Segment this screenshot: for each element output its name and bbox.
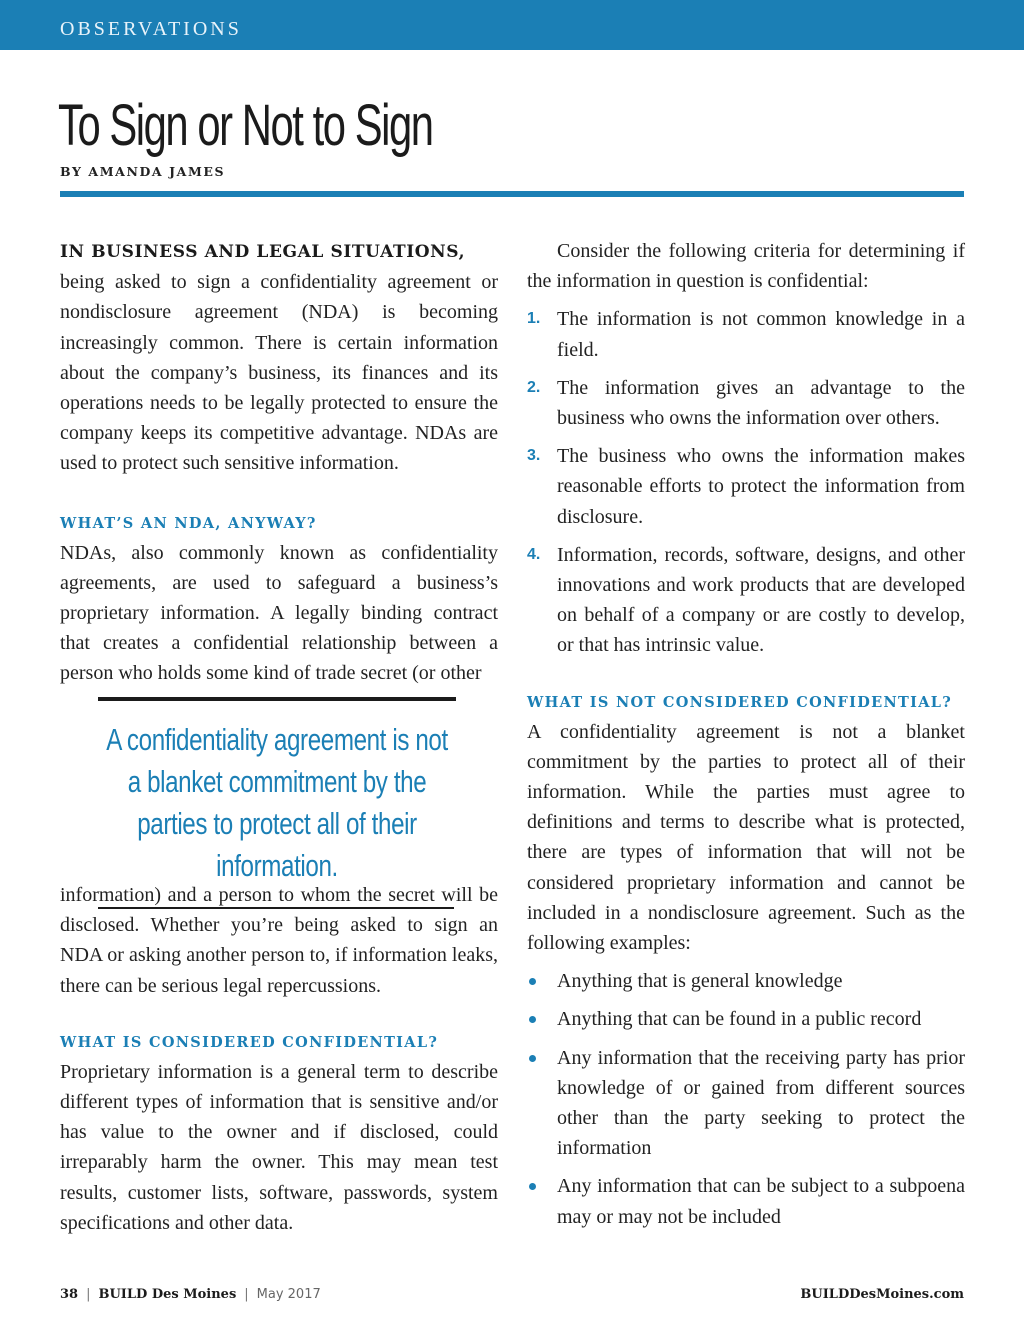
criteria-text: The information is not common knowledge in a field. — [557, 308, 965, 361]
page-number: 38 — [60, 1287, 79, 1302]
page-footer — [60, 1287, 964, 1307]
criteria-number: 4. — [527, 545, 541, 563]
pull-quote-box — [98, 697, 456, 909]
footer-separator: | — [86, 1287, 91, 1302]
right-column — [527, 236, 965, 1232]
section-header-bar — [0, 0, 1024, 50]
example-item — [527, 1171, 965, 1231]
byline: BY AMANDA JAMES — [60, 164, 226, 179]
nda-body-2: information) and a person to whom the secret will be disclosed. Whether you’re being asked to sign an NDA or asking another person to, if information leaks, there can be serious legal repercussions. — [60, 884, 498, 997]
criteria-text: Information, records, software, designs, and other innovations and work products that are developed on behalf of a company or are costly to develop, or that has intrinsic value. — [557, 543, 965, 657]
left-column-lower — [60, 880, 498, 1238]
nda-body-1: NDAs, also commonly known as confidentiality agreements, are used to safeguard a business’s proprietary information. A legally binding contract that creates a confidential relationship between a person who holds some kind of trade secret (or other — [60, 541, 498, 685]
criteria-text: The business who owns the information makes reasonable efforts to protect the information from disclosure. — [557, 445, 965, 528]
bullet-icon — [529, 1183, 536, 1190]
footer-left — [60, 1287, 321, 1302]
pull-quote: A confidentiality agreement is not a blanket commitment by the parties to protect all of their information. — [106, 722, 448, 883]
criteria-number: 1. — [527, 310, 541, 328]
example-text: Any information that the receiving party has prior knowledge of or gained from different sources other than the party seeking to protect the information — [557, 1046, 965, 1160]
criteria-intro: Consider the following criteria for determining if the information in question is confidential: — [527, 240, 965, 293]
left-column-upper — [60, 236, 498, 689]
lead-in: IN BUSINESS AND LEGAL SITUATIONS, — [60, 242, 466, 262]
example-text: Anything that is general knowledge — [557, 970, 843, 993]
criteria-text: The information gives an advantage to the business who owns the information over others. — [557, 376, 965, 430]
website-link[interactable]: BUILDDesMoines.com — [800, 1287, 964, 1302]
criteria-list — [527, 304, 965, 660]
criteria-item — [527, 373, 965, 433]
intro-text: being asked to sign a confidentiality agreement or nondisclosure agreement (NDA) is becoming increasingly common. There is certain information about the company’s business, its finances and its operations needs to be legally protected to ensure the company keeps its competitive advantage. NDAs are used to protect such sensitive information. — [60, 271, 498, 475]
criteria-number: 2. — [527, 378, 541, 396]
title-divider — [60, 191, 964, 197]
criteria-number: 3. — [527, 447, 541, 465]
criteria-item — [527, 304, 965, 364]
not-considered-heading: WHAT IS NOT CONSIDERED CONFIDENTIAL? — [527, 693, 953, 711]
criteria-item — [527, 441, 965, 532]
criteria-item — [527, 540, 965, 661]
example-item — [527, 966, 965, 996]
example-item — [527, 1004, 965, 1034]
publication-name: BUILD Des Moines — [98, 1287, 237, 1302]
examples-list — [527, 966, 965, 1232]
issue-date: May 2017 — [256, 1287, 321, 1302]
example-item — [527, 1043, 965, 1164]
example-text: Any information that can be subject to a subpoena may or may not be included — [557, 1175, 965, 1228]
considered-body: Proprietary information is a general term to describe different types of information that is sensitive and/or has value to the owner and if disclosed, could irreparably harm the owner. This may mean test results, customer lists, software, passwords, system specifications and other data. — [60, 1060, 498, 1234]
footer-separator: | — [244, 1287, 249, 1302]
not-considered-body: A confidentiality agreement is not a blanket commitment by the parties to protect all of their information. While the parties must agree to definitions and terms to describe what is protected, there are types of information that will not be considered proprietary information and cannot be included in a nondisclosure agreement. Such as the following examples: — [527, 720, 965, 955]
bullet-icon — [529, 1055, 536, 1062]
article-title: To Sign or Not to Sign — [58, 93, 433, 158]
nda-heading: WHAT’S AN NDA, ANYWAY? — [60, 514, 317, 532]
section-label: OBSERVATIONS — [60, 18, 242, 40]
intro-paragraph — [60, 236, 498, 479]
bullet-icon — [529, 978, 536, 985]
example-text: Anything that can be found in a public record — [557, 1008, 922, 1031]
bullet-icon — [529, 1016, 536, 1023]
considered-heading: WHAT IS CONSIDERED CONFIDENTIAL? — [60, 1033, 439, 1051]
